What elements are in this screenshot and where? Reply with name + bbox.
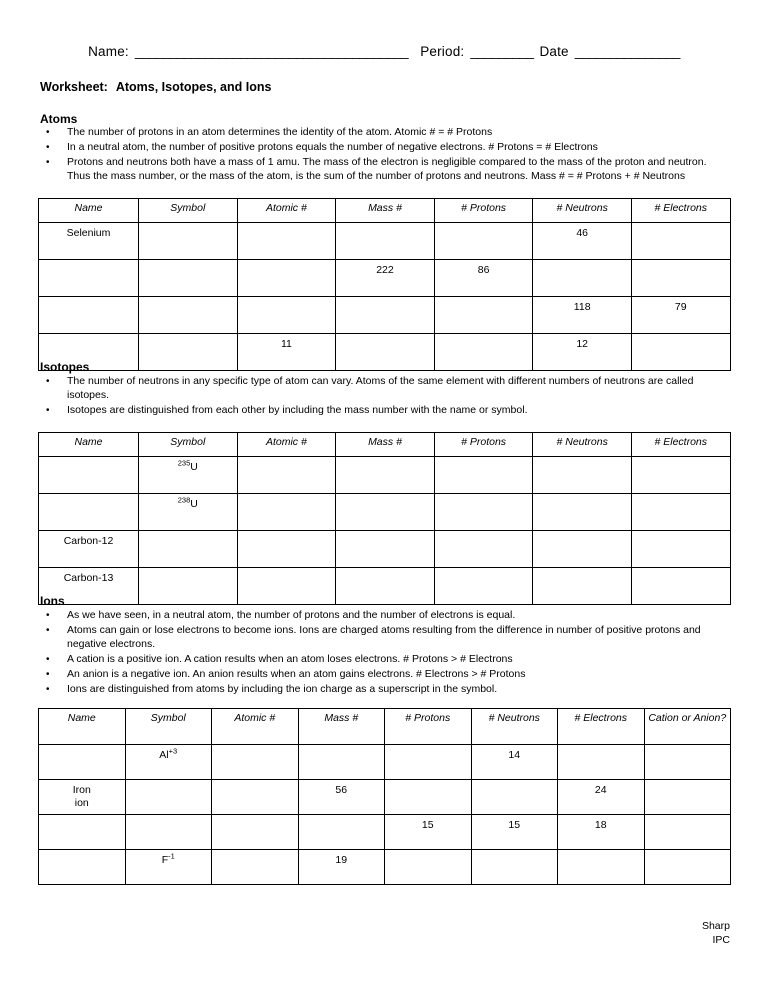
table-cell[interactable] <box>139 531 238 568</box>
table-cell[interactable]: 222 <box>336 260 435 297</box>
table-cell[interactable] <box>533 260 632 297</box>
footer-course: IPC <box>712 933 730 946</box>
table-cell[interactable] <box>212 850 299 885</box>
table-cell[interactable] <box>385 780 472 815</box>
bullet-dot-icon: • <box>46 127 50 138</box>
table-cell[interactable] <box>139 223 238 260</box>
student-info-line <box>0 44 768 59</box>
bullet-dot-icon: • <box>46 668 50 680</box>
table-cell[interactable] <box>434 494 533 531</box>
table-cell[interactable] <box>631 568 730 605</box>
table-cell[interactable] <box>336 531 435 568</box>
bullet-text: As we have seen, in a neutral atom, the number of protons and the number of electrons is equal. <box>67 609 516 621</box>
table-cell[interactable] <box>212 745 299 780</box>
column-header: Symbol <box>125 709 212 745</box>
bullet-dot-icon: • <box>46 610 50 621</box>
table-row <box>39 531 731 568</box>
table-cell[interactable]: Selenium <box>39 223 139 260</box>
table-cell[interactable] <box>336 494 435 531</box>
column-header: Symbol <box>139 199 238 223</box>
bullet-text: Ions are distinguished from atoms by including the ion charge as a superscript in the symbol. <box>67 682 498 695</box>
table-cell[interactable] <box>385 850 472 885</box>
bullet-dot-icon: • <box>46 404 50 416</box>
list-item <box>40 375 732 402</box>
table-atoms <box>38 198 731 371</box>
table-cell[interactable] <box>212 815 299 850</box>
worksheet-title <box>40 80 271 94</box>
table-cell[interactable] <box>237 223 336 260</box>
table-cell[interactable] <box>533 531 632 568</box>
footer <box>702 920 730 947</box>
table-cell[interactable] <box>139 568 238 605</box>
table-cell[interactable] <box>39 815 126 850</box>
table-cell[interactable] <box>237 568 336 605</box>
table-cell[interactable] <box>471 850 558 885</box>
table-cell[interactable] <box>39 745 126 780</box>
table-cell-name[interactable]: Iron ion <box>39 780 126 815</box>
table-cell[interactable] <box>644 815 731 850</box>
table-cell[interactable]: 15 <box>471 815 558 850</box>
list-item <box>40 126 732 140</box>
table-cell[interactable]: 24 <box>558 780 645 815</box>
table-cell[interactable] <box>237 297 336 334</box>
column-header: # Electrons <box>631 433 730 457</box>
column-header: # Electrons <box>558 709 645 745</box>
table-cell[interactable] <box>237 494 336 531</box>
worksheet-label: Worksheet: <box>40 80 108 94</box>
table-ions <box>38 708 731 885</box>
table-cell[interactable]: 79 <box>631 297 730 334</box>
list-item <box>40 668 732 682</box>
table-cell[interactable] <box>558 850 645 885</box>
table-row <box>39 494 731 531</box>
list-item <box>40 683 732 697</box>
table-cell[interactable] <box>533 457 632 494</box>
table-header-row <box>39 433 731 457</box>
table-cell[interactable]: 46 <box>533 223 632 260</box>
table-row <box>39 223 731 260</box>
table-cell[interactable]: 19 <box>298 850 385 885</box>
column-header: Name <box>39 709 126 745</box>
column-header: Name <box>39 199 139 223</box>
table-cell[interactable]: 12 <box>533 334 632 371</box>
column-header: Mass # <box>336 433 435 457</box>
table-header-row <box>39 709 731 745</box>
table-cell[interactable] <box>39 457 139 494</box>
table-row <box>39 850 731 885</box>
table-cell[interactable] <box>434 568 533 605</box>
table-cell[interactable] <box>644 745 731 780</box>
table-cell[interactable] <box>336 457 435 494</box>
column-header: # Protons <box>434 199 533 223</box>
bullet-dot-icon: • <box>46 683 50 695</box>
table-row <box>39 260 731 297</box>
name-blank[interactable]: _______________________________________ <box>134 44 409 59</box>
bullet-dot-icon: • <box>46 376 50 387</box>
name-label: Name: <box>88 44 129 59</box>
bullet-list-atoms <box>40 126 732 185</box>
list-item <box>40 156 732 183</box>
table-body <box>39 745 731 885</box>
table-cell[interactable] <box>533 568 632 605</box>
column-header: Mass # <box>298 709 385 745</box>
column-header: Atomic # <box>237 199 336 223</box>
table-cell[interactable] <box>434 334 533 371</box>
table-cell[interactable] <box>298 745 385 780</box>
table-cell[interactable] <box>631 494 730 531</box>
table-cell[interactable] <box>237 457 336 494</box>
table-cell[interactable] <box>631 334 730 371</box>
table-cell[interactable] <box>125 780 212 815</box>
table-cell[interactable]: Carbon-13 <box>39 568 139 605</box>
table-cell[interactable] <box>434 457 533 494</box>
table-cell[interactable]: 14 <box>471 745 558 780</box>
bullet-dot-icon: • <box>46 142 50 154</box>
section-heading-isotopes: Isotopes <box>40 360 90 374</box>
table-cell[interactable]: 15 <box>385 815 472 850</box>
table-cell[interactable] <box>336 297 435 334</box>
list-item <box>40 404 732 418</box>
column-header: # Neutrons <box>533 199 632 223</box>
table-cell-ion-symbol[interactable]: $F^{-1}$ <box>125 850 212 885</box>
table-cell[interactable] <box>533 494 632 531</box>
bullet-text: The number of protons in an atom determines the identity of the atom. Atomic # = # Protons <box>67 126 493 138</box>
date-blank[interactable]: _______________ <box>574 44 680 59</box>
bullet-text: Atoms can gain or lose electrons to become ions. Ions are charged atoms resulting from the difference in number of positive protons and negative electrons. <box>67 624 701 650</box>
table-cell[interactable] <box>139 260 238 297</box>
table-row <box>39 568 731 605</box>
bullet-text: An anion is a negative ion. An anion results when an atom gains electrons. # Electrons > # Protons <box>67 667 526 680</box>
table-cell[interactable] <box>434 223 533 260</box>
table-row <box>39 297 731 334</box>
bullet-dot-icon: • <box>46 625 50 637</box>
table-cell[interactable] <box>631 223 730 260</box>
bullet-text: In a neutral atom, the number of positive protons equals the number of negative electrons. # Protons = # Electrons <box>67 141 598 154</box>
table-cell-isotope-symbol[interactable]: $^{235}$U <box>139 457 238 494</box>
table-cell[interactable] <box>385 745 472 780</box>
bullet-text: Isotopes are distinguished from each other by including the mass number with the name or symbol. <box>67 403 528 416</box>
table-cell[interactable] <box>631 531 730 568</box>
table-cell[interactable] <box>39 494 139 531</box>
column-header: Name <box>39 433 139 457</box>
table-cell[interactable] <box>631 457 730 494</box>
column-header: # Electrons <box>631 199 730 223</box>
period-blank[interactable]: _________ <box>470 44 534 59</box>
table-cell[interactable]: 18 <box>558 815 645 850</box>
table-cell[interactable] <box>434 297 533 334</box>
column-header: Symbol <box>139 433 238 457</box>
table-cell[interactable] <box>39 260 139 297</box>
column-header: # Neutrons <box>533 433 632 457</box>
table-cell[interactable]: 118 <box>533 297 632 334</box>
bullet-list-ions <box>40 609 732 698</box>
footer-author: Sharp <box>701 920 730 932</box>
bullet-text: A cation is a positive ion. A cation results when an atom loses electrons. # Protons > # Electrons <box>67 652 513 665</box>
table-row <box>39 745 731 780</box>
table-header-row <box>39 199 731 223</box>
table-body <box>39 457 731 605</box>
table-cell[interactable]: Carbon-12 <box>39 531 139 568</box>
column-header: Mass # <box>336 199 435 223</box>
table-row <box>39 780 731 815</box>
table-cell[interactable] <box>644 780 731 815</box>
table-row <box>39 334 731 371</box>
column-header: # Neutrons <box>471 709 558 745</box>
table-row <box>39 815 731 850</box>
section-heading-atoms: Atoms <box>40 112 78 126</box>
bullet-list-isotopes <box>40 375 732 419</box>
table-cell[interactable] <box>139 334 238 371</box>
table-cell[interactable]: 56 <box>298 780 385 815</box>
table-cell[interactable] <box>139 297 238 334</box>
list-item <box>40 624 732 651</box>
section-heading-ions: Ions <box>40 594 65 608</box>
table-cell[interactable] <box>558 745 645 780</box>
period-label: Period: <box>420 44 465 59</box>
table-cell[interactable] <box>434 531 533 568</box>
table-cell[interactable] <box>212 780 299 815</box>
list-item <box>40 609 732 623</box>
table-row <box>39 457 731 494</box>
table-cell[interactable] <box>644 850 731 885</box>
column-header: Atomic # <box>212 709 299 745</box>
table-cell[interactable] <box>336 334 435 371</box>
table-cell[interactable] <box>471 780 558 815</box>
list-item <box>40 653 732 667</box>
column-header: Cation or Anion? <box>644 709 731 745</box>
date-label: Date <box>539 44 569 59</box>
bullet-text: Protons and neutrons both have a mass of 1 amu. The mass of the electron is negligible compared to the mass of the proton and neutron. Thus the mass number, or the mass of the atom, is the sum of the number of protons and neutrons. Mass # = # Protons + # Neutrons <box>67 156 707 182</box>
table-cell[interactable] <box>237 260 336 297</box>
table-cell[interactable] <box>336 223 435 260</box>
table-cell[interactable] <box>125 815 212 850</box>
table-isotopes <box>38 432 731 605</box>
list-item <box>40 141 732 155</box>
bullet-text: The number of neutrons in any specific type of atom can vary. Atoms of the same element with different numbers of neutrons are called isotopes. <box>67 375 694 401</box>
worksheet-subject: Atoms, Isotopes, and Ions <box>115 80 272 94</box>
column-header: Atomic # <box>237 433 336 457</box>
table-cell[interactable] <box>631 260 730 297</box>
table-cell[interactable] <box>336 568 435 605</box>
table-cell[interactable]: 11 <box>237 334 336 371</box>
table-cell[interactable] <box>298 815 385 850</box>
table-cell[interactable] <box>39 297 139 334</box>
table-body <box>39 223 731 371</box>
table-cell[interactable]: 86 <box>434 260 533 297</box>
column-header: # Protons <box>385 709 472 745</box>
table-cell[interactable] <box>237 531 336 568</box>
bullet-dot-icon: • <box>46 653 50 665</box>
table-cell[interactable] <box>39 850 126 885</box>
column-header: # Protons <box>434 433 533 457</box>
table-cell-isotope-symbol[interactable]: $^{238}$U <box>139 494 238 531</box>
bullet-dot-icon: • <box>46 157 50 169</box>
table-cell-ion-symbol[interactable]: $Al^{+3}$ <box>125 745 212 780</box>
